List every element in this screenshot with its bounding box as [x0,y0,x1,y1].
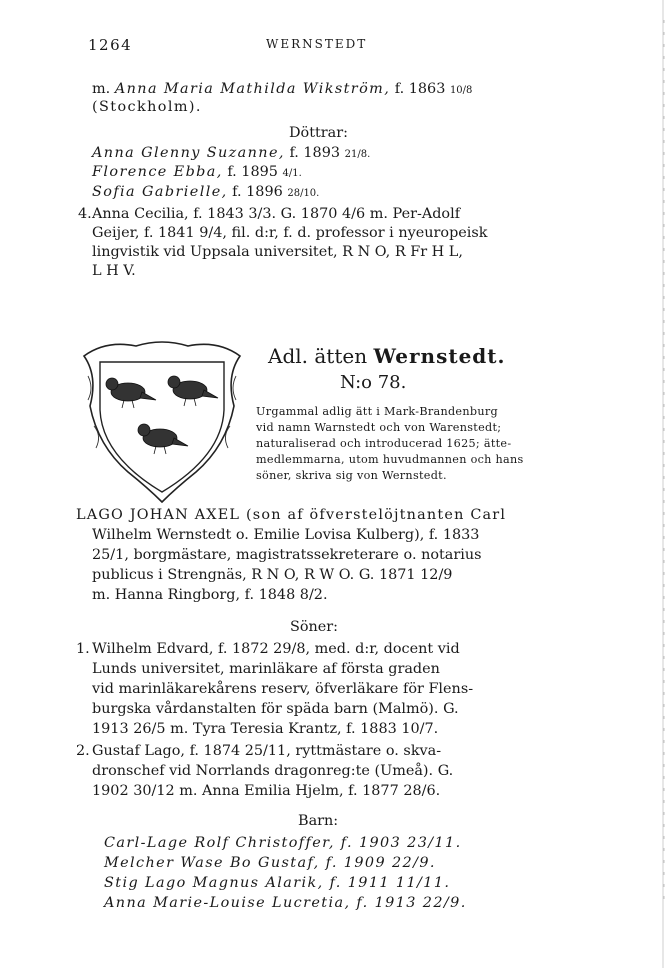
bird-icon [138,424,188,454]
page-header [88,36,568,56]
children-label: Barn: [298,813,339,829]
description-line: Urgammal adlig ätt i Mark-Brandenburg [256,405,498,418]
son-line: Lunds universitet, marinläkare af första graden [92,661,440,677]
shield-outline [100,362,224,492]
spouse-name: Anna Maria Mathilda Wikström, [114,81,391,97]
child-entry: Anna Marie-Louise Lucretia, f. 1913 22/9. [104,895,467,911]
spouse-line: m. Anna Maria Mathilda Wikström, f. 1863 10/8 [92,81,473,97]
child-entry: Carl-Lage Rolf Christoffer, f. 1903 23/11. [104,835,462,851]
daughters-label: Döttrar: [289,125,348,141]
daughter-entry: Florence Ebba, f. 1895 4/1. [92,164,302,180]
description-line: medlemmarna, utom huvudmannen och hans [256,453,524,466]
main-entry-line: Wilhelm Wernstedt o. Emilie Lovisa Kulberg), f. 1833 [92,527,480,543]
item-4-line: Anna Cecilia, f. 1843 3/3. G. 1870 4/6 m. Per-Adolf [92,206,461,222]
main-entry-line: m. Hanna Ringborg, f. 1848 8/2. [92,587,328,603]
daughter-entry: Sofia Gabrielle, f. 1896 28/10. [92,184,320,200]
main-entry-line: publicus i Strengnäs, R N O, R W O. G. 1871 12/9 [92,567,453,583]
son-line: burgska vårdanstalten för späda barn (Malmö). G. [92,701,459,717]
child-entry: Melcher Wase Bo Gustaf, f. 1909 22/9. [104,855,436,871]
main-entry-line: 25/1, borgmästare, magistratssekreterare o. notarius [92,547,482,563]
spouse-place: (Stockholm). [92,99,202,115]
son-number: 1. [76,641,90,657]
coat-of-arms [76,336,248,508]
item-4-line: lingvistik vid Uppsala universitet, R N O, R Fr H L, [92,244,463,260]
son-number: 2. [76,743,90,759]
son-line: Wilhelm Edvard, f. 1872 29/8, med. d:r, docent vid [92,641,460,657]
running-head: WERNSTEDT [266,37,368,51]
son-line: dronschef vid Norrlands dragonreg:te (Umeå). G. [92,763,454,779]
description-line: söner, skriva sig von Wernstedt. [256,469,447,482]
sons-label: Söner: [290,619,339,635]
item-4-number: 4. [78,206,92,222]
family-number: N:o 78. [340,372,407,393]
son-line: 1902 30/12 m. Anna Emilia Hjelm, f. 1877 28/6. [92,783,441,799]
family-title: Adl. ätten Wernstedt. [268,344,506,368]
main-entry-line: LAGO JOHAN AXEL (son af öfverstelöjtnanten Carl [76,507,507,523]
son-line: 1913 26/5 m. Tyra Teresia Krantz, f. 1883 10/7. [92,721,439,737]
family-name: Wernstedt. [373,344,506,368]
page-number: 1264 [88,36,133,54]
mantling-outline [84,342,240,502]
description-line: naturaliserad och introducerad 1625; ätte- [256,437,512,450]
son-line: Gustaf Lago, f. 1874 25/11, ryttmästare o. skva- [92,743,442,759]
son-line: vid marinläkarekårens reserv, öfverläkare för Flens- [92,681,474,697]
daughter-entry: Anna Glenny Suzanne, f. 1893 21/8. [92,145,371,161]
description-line: vid namn Warnstedt och von Warenstedt; [256,421,502,434]
item-4-line: Geijer, f. 1841 9/4, fil. d:r, f. d. professor i nyeuropeisk [92,225,488,241]
item-4-line: L H V. [92,263,136,279]
scan-edge [658,0,666,968]
child-entry: Stig Lago Magnus Alarik, f. 1911 11/11. [104,875,451,891]
bird-icon [168,376,218,406]
bird-icon [106,378,156,408]
